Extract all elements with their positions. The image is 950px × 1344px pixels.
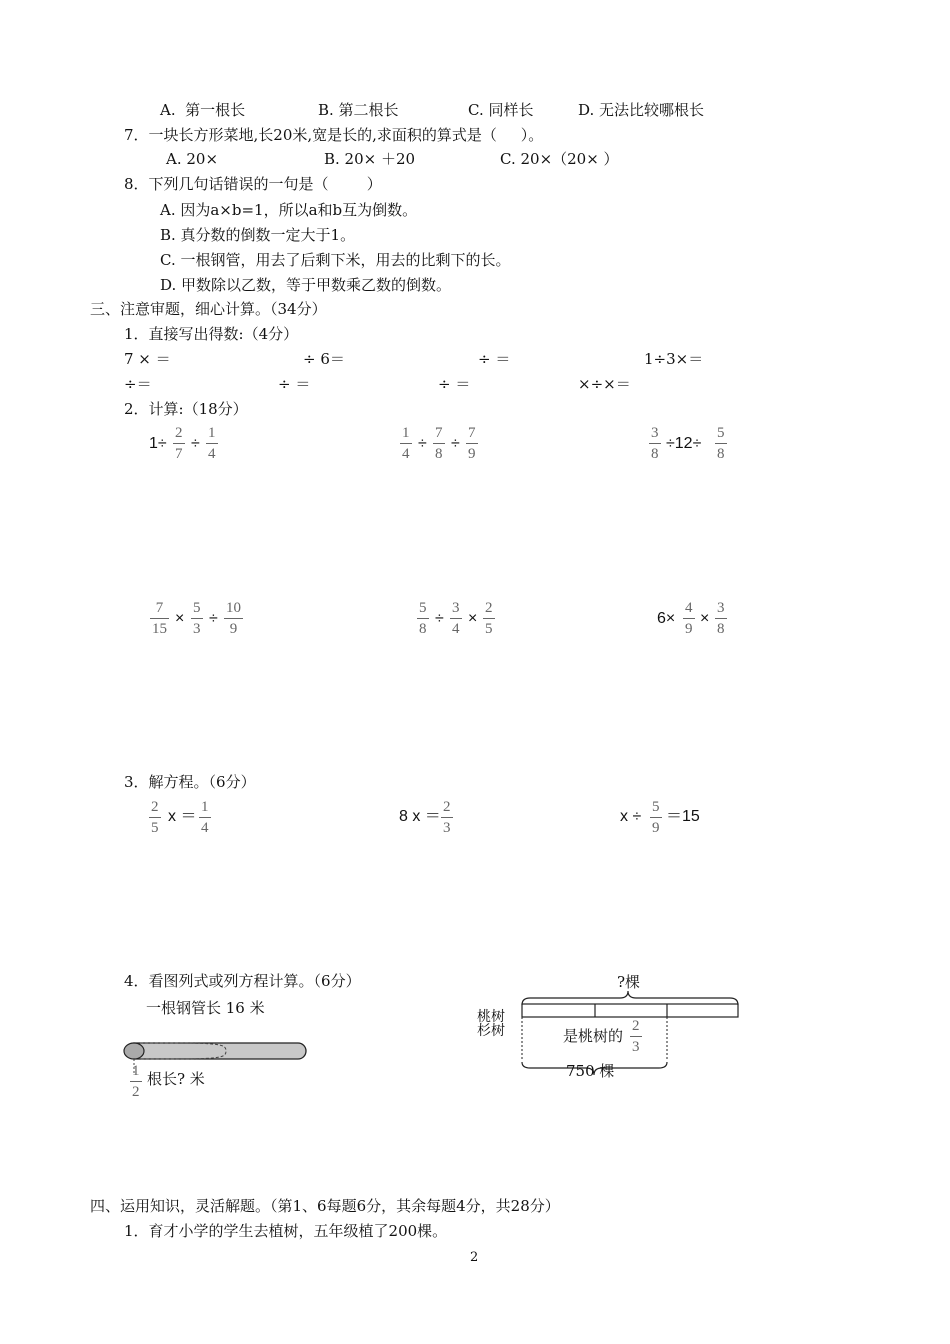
fir-label: 杉树 [477,1023,505,1039]
eq3-tail: ＝15 [666,808,700,825]
section3-title: 三、注意审题，细心计算。（34分） [90,300,327,318]
eq3-fraction: 5 9 [652,799,660,836]
calc4-fraction-1: 7 15 [152,600,167,637]
oral-calc-5: ÷＝ [124,375,152,393]
eq2-fraction: 2 3 [443,799,451,836]
pipe-body [126,1043,306,1059]
part2-title: 2．计算:（18分） [124,400,248,418]
peach-bar [522,1004,738,1017]
calc1-fraction-2: 1 4 [208,425,216,462]
calc1-lead: 1÷ [149,435,167,452]
q7-option-b: B. 20× ＋20 [324,150,416,168]
q8-option-a: A. 因为a×b=1，所以a和b互为倒数。 [160,201,418,219]
q7-option-a: A. 20× [166,150,219,168]
calc4-fraction-3: 10 9 [226,600,241,637]
oral-calc-3: ÷ ＝ [478,350,511,368]
q6-option-a: A. 第一根长 [160,101,246,119]
total-label: ?棵 [617,973,641,991]
pipe-question: 根长? 米 [147,1070,205,1088]
oral-calc-1: 7 × ＝ [124,350,171,368]
peach-label: 桃树 [477,1009,505,1025]
eq2-lead: 8 x ＝ [399,808,441,825]
oral-calc-8: ×÷×＝ [578,375,631,393]
calc5-op-1: ÷ [435,610,444,627]
oral-calc-2: ÷ 6＝ [303,350,345,368]
ratio-text: 是桃树的 [563,1027,624,1045]
part4-title: 4．看图列式或列方程计算。（6分） [124,972,361,990]
calc3-fraction-2: 5 8 [717,425,725,462]
q7-stem: 7．一块长方形菜地,长20米,宽是长的,求面积的算式是（ ）。 [124,126,544,144]
calc1-op: ÷ [191,435,200,452]
section4-title: 四、运用知识，灵活解题。（第1、6每题6分，其余每题4分，共28分） [90,1197,560,1215]
q8-option-c: C. 一根钢管，用去了后剩下米，用去的比剩下的长。 [160,251,511,269]
calc4-op-1: × [175,610,185,627]
eq3-lead: x ÷ [620,808,642,825]
calc5-op-2: × [468,610,478,627]
calc4-op-2: ÷ [209,610,218,627]
section4-question-1: 1．育才小学的学生去植树，五年级植了200棵。 [124,1222,448,1240]
calc2-fraction-3: 7 9 [468,425,476,462]
calc2-fraction-1: 1 4 [402,425,410,462]
calc6-fraction-2: 3 8 [717,600,725,637]
calc5-fraction-1: 5 8 [419,600,427,637]
q6-option-b: B. 第二根长 [318,101,399,119]
part1-title: 1．直接写出得数:（4分） [124,325,299,343]
calc6-op: × [700,610,710,627]
q8-option-d: D. 甲数除以乙数，等于甲数乘乙数的倒数。 [160,276,452,294]
calc6-lead: 6× [657,610,676,627]
fir-count: 750 棵 [566,1062,615,1080]
pipe-fraction: 1 2 [132,1063,140,1100]
part3-title: 3．解方程。（6分） [124,773,256,791]
calc2-op-2: ÷ [451,435,460,452]
oral-calc-4: 1÷3×＝ [644,350,704,368]
q6-option-d: D. 无法比较哪根长 [578,101,705,119]
pipe-end [124,1043,144,1059]
oral-calc-7: ÷ ＝ [438,375,471,393]
q8-stem: 8．下列几句话错误的一句是（ ） [124,175,382,193]
calc2-op-1: ÷ [418,435,427,452]
eq1-fraction-1: 2 5 [151,799,159,836]
page-number: 2 [470,1250,479,1265]
oral-calc-6: ÷ ＝ [278,375,311,393]
ratio-fraction: 2 3 [632,1018,640,1055]
q7-option-c: C. 20×（20× ） [500,150,619,168]
total-brace [522,991,738,1005]
calc5-fraction-2: 3 4 [452,600,460,637]
calc2-fraction-2: 7 8 [435,425,443,462]
q6-option-c: C. 同样长 [468,101,534,119]
q8-option-b: B. 真分数的倒数一定大于1。 [160,226,356,244]
pipe-caption: 一根钢管长 16 米 [146,999,265,1017]
calc3-fraction-1: 3 8 [651,425,659,462]
eq1-fraction-2: 1 4 [201,799,209,836]
calc6-fraction-1: 4 9 [685,600,693,637]
eq1-mid: x ＝ [168,808,197,825]
calc3-mid: ÷12÷ [666,435,702,452]
calc1-fraction-1: 2 7 [175,425,183,462]
calc4-fraction-2: 5 3 [193,600,201,637]
calc5-fraction-3: 2 5 [485,600,493,637]
